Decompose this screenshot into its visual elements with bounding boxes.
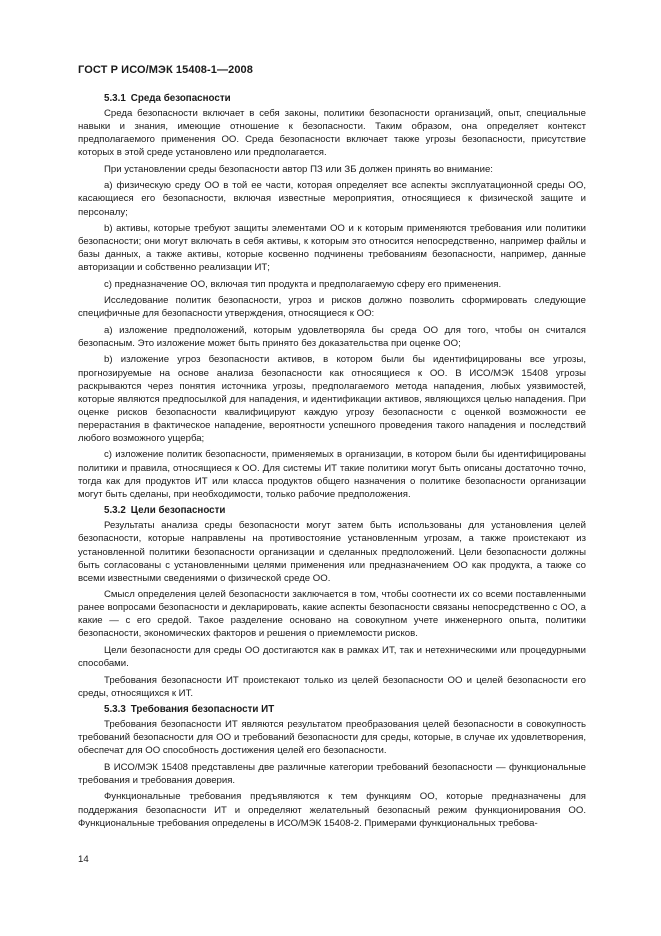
paragraph: Требования безопасности ИТ являются результатом преобразования целей безопасности в совокупность требований безопасности для ОО и требований безопасности для среды, которые, в случае их удовлетворения, обеспечат для ОО способность достижения целей его безопасности.	[78, 719, 586, 757]
paragraph: Среда безопасности включает в себя законы, политики безопасности организаций, опыт, специальные навыки и знания, имеющие отношение к безопасности. Таким образом, она определяет контекст предполагаемого применения ОО. Среда безопасности включает также угрозы безопасности, присутствие которых в этой среде установлено или предполагается.	[78, 108, 586, 159]
document-body	[78, 92, 586, 833]
page-number: 14	[78, 854, 89, 865]
paragraph: Требования безопасности ИТ проистекают только из целей безопасности ОО и целей безопасности его среды, относящихся к ИТ.	[78, 674, 586, 699]
section-title: Цели безопасности	[130, 505, 226, 517]
section-number: 5.3.2	[104, 505, 126, 517]
paragraph: Результаты анализа среды безопасности могут затем быть использованы для установления целей безопасности, которые направлены на противостояние установленным угрозам, а также проистекают из установленной политики безопасности организации и сделанных предположений. Цели безопасности должны быть согласованы с установленными целями применения или предназначением ОО как продукта, а также со всеми известными сведениями о физической среде ОО.	[78, 520, 586, 584]
section-title: Требования безопасности ИТ	[130, 704, 275, 716]
paragraph: При установлении среды безопасности автор ПЗ или ЗБ должен принять во внимание:	[104, 163, 493, 175]
paragraph: Функциональные требования предъявляются к тем функциям ОО, которые предназначены для поддержания безопасности ИТ и определяют желательный безопасный режим функционирования ОО. Функциональные требования определены в ИСО/МЭК 15408-2. Примерами функциональных требова-	[78, 791, 586, 829]
list-item: b) активы, которые требуют защиты элементами ОО и к которым применяются требования или политики безопасности; они могут включать в себя активы, к которым это относится непосредственно, например файлы и базы данных, а также активы, которые косвенно подчинены требованиям безопасности, например, данные авторизации и собственно реализации ИТ;	[78, 223, 586, 274]
list-item: c) изложение политик безопасности, применяемых в организации, в котором были бы идентифицированы политики и правила, относящиеся к ОО. Для системы ИТ такие политики могут быть описаны достаточно точно, тогда как для продуктов ИТ или класса продуктов общего назначения о политике безопасности организации могут быть сделаны, при необходимости, только рабочие предположения.	[78, 449, 586, 500]
list-item: c) предназначение ОО, включая тип продукта и предполагаемую сферу его применения.	[104, 278, 502, 290]
section-heading-5-3-1	[104, 92, 586, 105]
paragraph: Цели безопасности для среды ОО достигаются как в рамках ИТ, так и нетехническими или процедурными способами.	[78, 644, 586, 670]
section-title: Среда безопасности	[130, 93, 231, 104]
section-number: 5.3.1	[104, 93, 126, 104]
list-item: b) изложение угроз безопасности активов, в котором были бы идентифицированы все угрозы, прогнозируемые на основе анализа безопасности как относящиеся к ОО. В ИСО/МЭК 15408 угрозы раскрываются через понятия источника угрозы, предполагаемого метода нападения, любых уязвимостей, которые являются предпосылкой для нападения, и идентификации активов, являющихся целью нападения. При оценке рисков безопасности квалифицируют каждую угрозу безопасности с оценкой возможности ее перерастания в фактическое нападение, вероятности успешного проведения такого нападения и последствий любого возможного ущерба;	[78, 354, 586, 444]
paragraph: Смысл определения целей безопасности заключается в том, чтобы соотнести их со всеми поставленными ранее вопросами безопасности и декларировать, какие аспекты безопасности связаны непосредственно с ОО, а какие — с его средой. Такое разделение основано на совокупном учете инженерного опыта, политики безопасности, экономических факторов и решения о приемлемости рисков.	[78, 589, 586, 640]
document-header: ГОСТ Р ИСО/МЭК 15408-1—2008	[78, 64, 253, 76]
section-heading-5-3-2	[104, 504, 586, 517]
list-item: a) физическую среду ОО в той ее части, которая определяет все аспекты эксплуатационной среды ОО, касающиеся его безопасности, включая известные мероприятия, относящиеся к физической защите и персоналу;	[78, 180, 586, 218]
paragraph: Исследование политик безопасности, угроз и рисков должно позволить сформировать следующие специфичные для безопасности утверждения, относящиеся к ОО:	[78, 295, 586, 320]
paragraph: В ИСО/МЭК 15408 представлены две различные категории требований безопасности — функциональные требования и требования доверия.	[78, 761, 586, 786]
section-number: 5.3.3	[104, 704, 126, 716]
section-heading-5-3-3	[104, 703, 586, 716]
list-item: a) изложение предположений, которым удовлетворяла бы среда ОО для того, чтобы он считался безопасным. Это изложение может быть принято без доказательства при оценке ОО;	[78, 324, 586, 349]
